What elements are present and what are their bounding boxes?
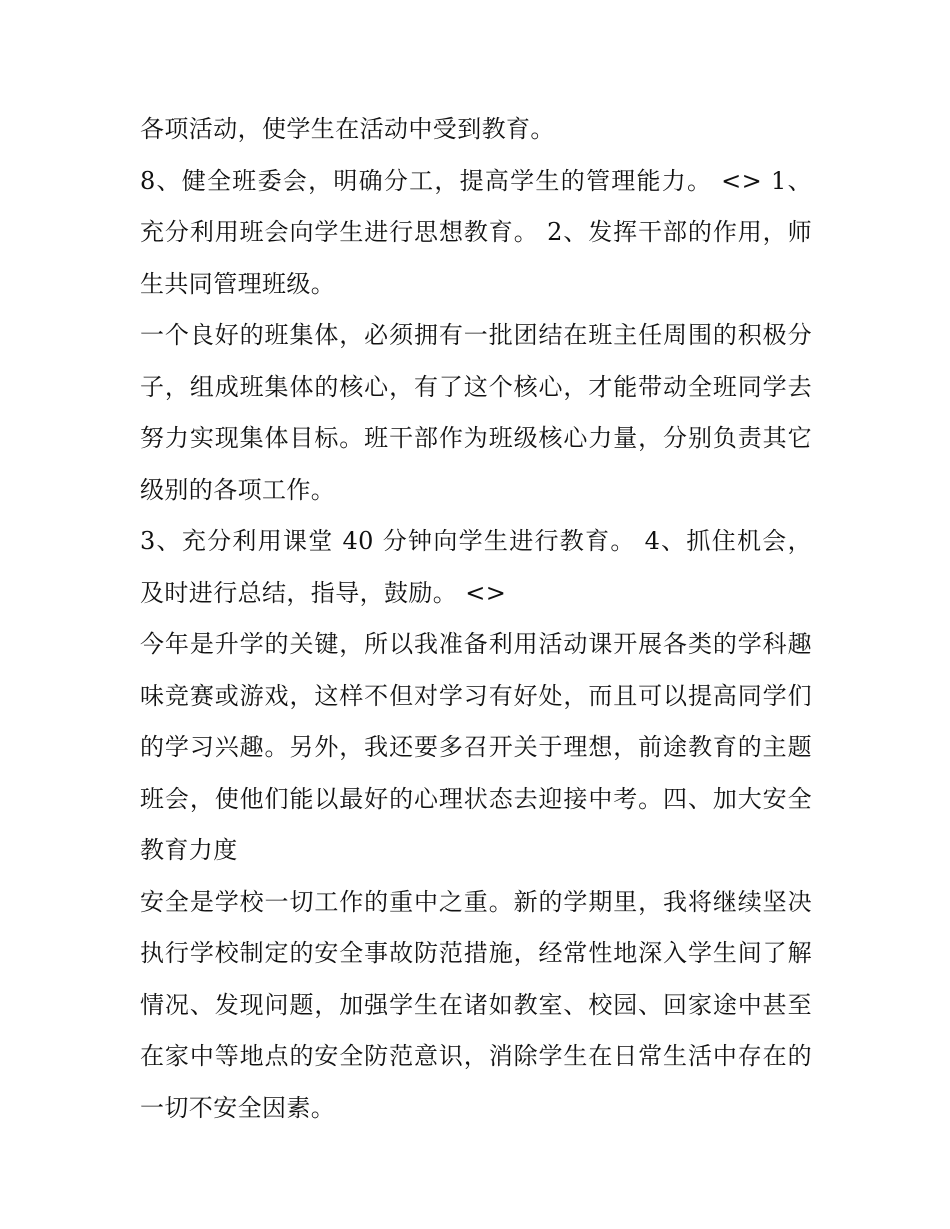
paragraph-5: 今年是升学的关键，所以我准备利用活动课开展各类的学科趣味竞赛或游戏，这样不但对学习有好处，而且可以提高同学们的学习兴趣。另外，我还要多召开关于理想，前途教育的主题班会，使他们能以最好的心理状态去迎接中考。四、加大安全教育力度 — [140, 630, 812, 864]
paragraph-4: 3、充分利用课堂 40 分钟向学生进行教育。 4、抓住机会，及时进行总结，指导，鼓励。 <> — [140, 527, 812, 607]
paragraph-6: 安全是学校一切工作的重中之重。新的学期里，我将继续坚决执行学校制定的安全事故防范措施，经常性地深入学生间了解情况、发现问题，加强学生在诸如教室、校园、回家途中甚至在家中等地点的安全防范意识，消除学生在日常生活中存在的一切不安全因素。 — [140, 887, 812, 1122]
paragraph-3: 一个良好的班集体，必须拥有一批团结在班主任周围的积极分子，组成班集体的核心，有了这个核心，才能带动全班同学去努力实现集体目标。班干部作为班级核心力量，分别负责其它级别的各项工作。 — [140, 321, 812, 504]
document-body — [140, 104, 812, 1134]
paragraph-2: 8、健全班委会，明确分工，提高学生的管理能力。 <> 1、充分利用班会向学生进行思想教育。 2、发挥干部的作用，师生共同管理班级。 — [140, 166, 812, 298]
paragraph-1: 各项活动，使学生在活动中受到教育。 — [140, 115, 555, 143]
